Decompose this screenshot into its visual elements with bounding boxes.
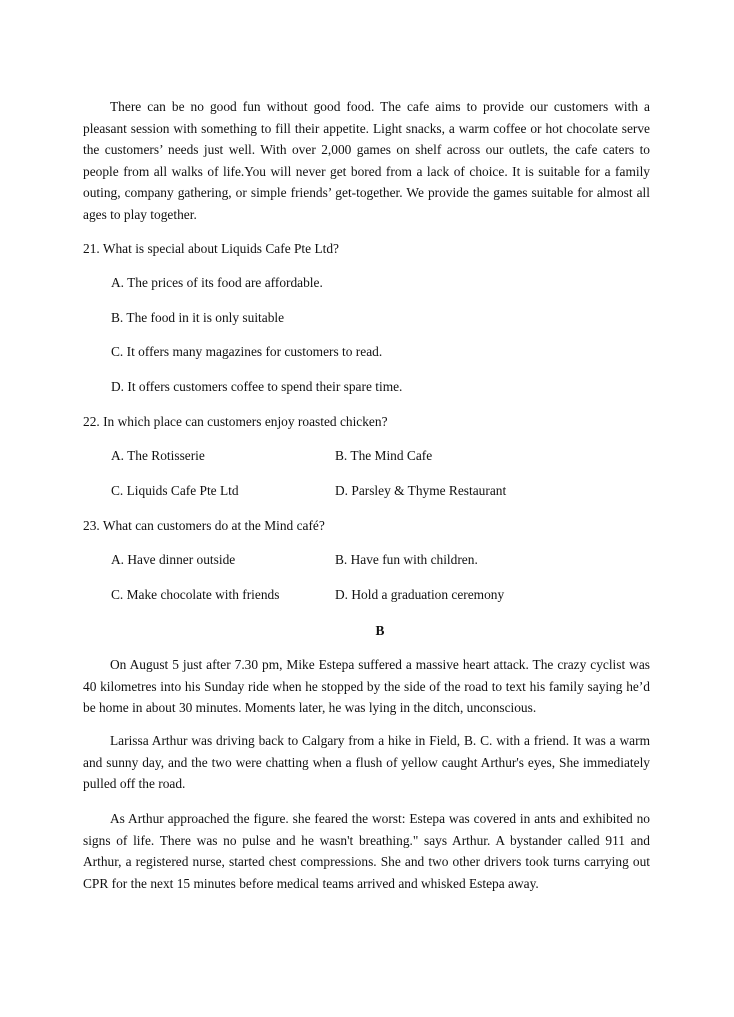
question-23-option-d: D. Hold a graduation ceremony (335, 587, 505, 602)
question-22-option-c: C. Liquids Cafe Pte Ltd (111, 483, 239, 498)
question-21-option-c: C. It offers many magazines for customers to read. (111, 344, 383, 359)
section-b-heading: B (375, 623, 385, 638)
question-21-option-a: A. The prices of its food are affordable. (111, 275, 323, 290)
section-b-paragraph-1: On August 5 just after 7.30 pm, Mike Estepa suffered a massive heart attack. The crazy cyclist was 40 kilometres into his Sunday ride when he stopped by the side of the road to text his family saying he’d be home in about 30 minutes. Moments later, he was lying in the ditch, unconscious. (83, 657, 650, 715)
question-22-option-d: D. Parsley & Thyme Restaurant (335, 483, 507, 498)
question-22-stem: 22. In which place can customers enjoy roasted chicken? (83, 414, 388, 429)
section-b-paragraph-2: Larissa Arthur was driving back to Calgary from a hike in Field, B. C. with a friend. It was a warm and sunny day, and the two were chatting when a flush of yellow caught Arthur's eyes, She immediately pulled off the road. (83, 733, 650, 791)
question-21-option-d: D. It offers customers coffee to spend their spare time. (111, 379, 403, 394)
passage-a-paragraph: There can be no good fun without good food. The cafe aims to provide our customers with a pleasant session with something to fill their appetite. Light snacks, a warm coffee or hot chocolate serve the customers’ needs just well. With over 2,000 games on shelf across our outlets, the cafe caters to people from all walks of life.You will never get bored from a lack of choice. It is suitable for a family outing, company gathering, or simple friends’ get-together. We provide the games suitable for almost all ages to play together. (83, 99, 650, 222)
question-21-stem: 21. What is special about Liquids Cafe Pte Ltd? (83, 241, 339, 256)
question-23-option-b: B. Have fun with children. (335, 552, 478, 567)
question-22-option-a: A. The Rotisserie (111, 448, 205, 463)
question-21-option-b: B. The food in it is only suitable (111, 310, 285, 325)
question-23-option-a: A. Have dinner outside (111, 552, 236, 567)
question-22-option-b: B. The Mind Cafe (335, 448, 433, 463)
section-b-paragraph-3: As Arthur approached the figure. she feared the worst: Estepa was covered in ants and exhibited no signs of life. There was no pulse and he wasn't breathing." says Arthur. A bystander called 911 and Arthur, a registered nurse, started chest compressions. She and two other drivers took turns carrying out CPR for the next 15 minutes before medical teams arrived and whisked Estepa away. (83, 811, 650, 891)
question-23-stem: 23. What can customers do at the Mind café? (83, 518, 325, 533)
question-23-option-c: C. Make chocolate with friends (111, 587, 280, 602)
